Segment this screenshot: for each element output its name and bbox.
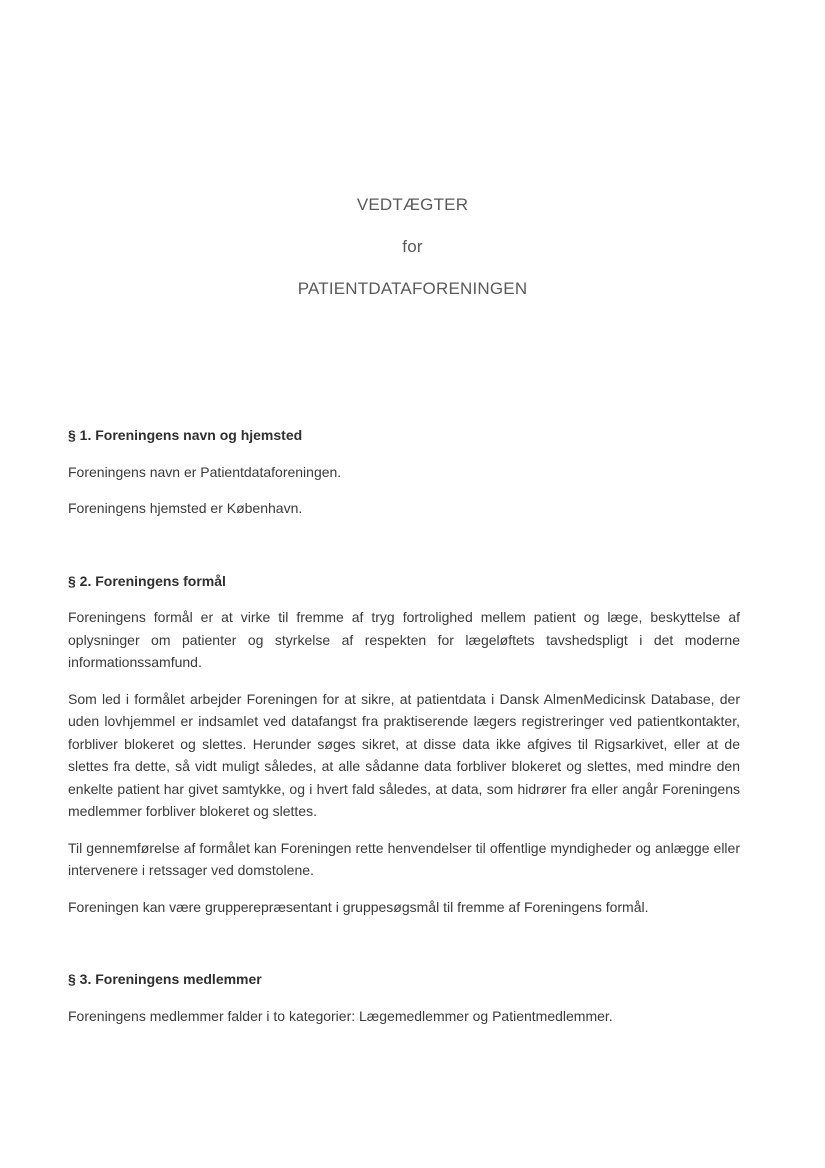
section-3-paragraph-1: Foreningens medlemmer falder i to kategorier: Lægemedlemmer og Patientmedlemmer.: [68, 1007, 613, 1024]
section-2-paragraph-3: Til gennemførelse af formålet kan Foreningen rette henvendelser til offentlige myndigheder og anlægge eller intervenere i retssager ved domstolene.: [68, 839, 740, 878]
document-body: [68, 424, 740, 1027]
section-2-paragraph-2: Som led i formålet arbejder Foreningen for at sikre, at patientdata i Dansk AlmenMedicinsk Database, der uden lovhjemmel er indsamlet ved datafangst fra praktiserende lægers registreringer ved patientkontakter, forbliver blokeret og slettes. Herunder søges sikret, at disse data ikke afgives til Rigsarkivet, eller at de slettes fra dette, så vidt muligt således, at alle sådanne data forbliver blokeret og slettes, med mindre den enkelte patient har givet samtykke, og i hvert fald således, at data, som hidrører fra eller angår Foreningens medlemmer forbliver blokeret og slettes.: [68, 690, 740, 819]
section-2-heading: § 2. Foreningens formål: [68, 572, 226, 589]
section-1-heading: § 1. Foreningens navn og hjemsted: [68, 427, 303, 443]
document-title-organization: PATIENTDATAFORENINGEN: [297, 279, 528, 298]
section-1-paragraph-1: Foreningens navn er Patientdataforeningen.: [68, 463, 342, 480]
section-1-paragraph-2: Foreningens hjemsted er København.: [68, 500, 303, 516]
document-title: VEDTÆGTER: [356, 195, 469, 214]
section-2-paragraph-4: Foreningen kan være grupperepræsentant i gruppesøgsmål til fremme af Foreningens formål.: [68, 898, 649, 915]
section-3-heading: § 3. Foreningens medlemmer: [68, 971, 262, 987]
section-2-paragraph-1: Foreningens formål er at virke til fremme af tryg fortrolighed mellem patient og læge, beskyttelse af oplysninger om patienter og styrkelse af respekten for lægeløftets tavshedspligt i det moderne informationssamfund.: [68, 609, 740, 670]
document-title-for: for: [402, 237, 423, 256]
